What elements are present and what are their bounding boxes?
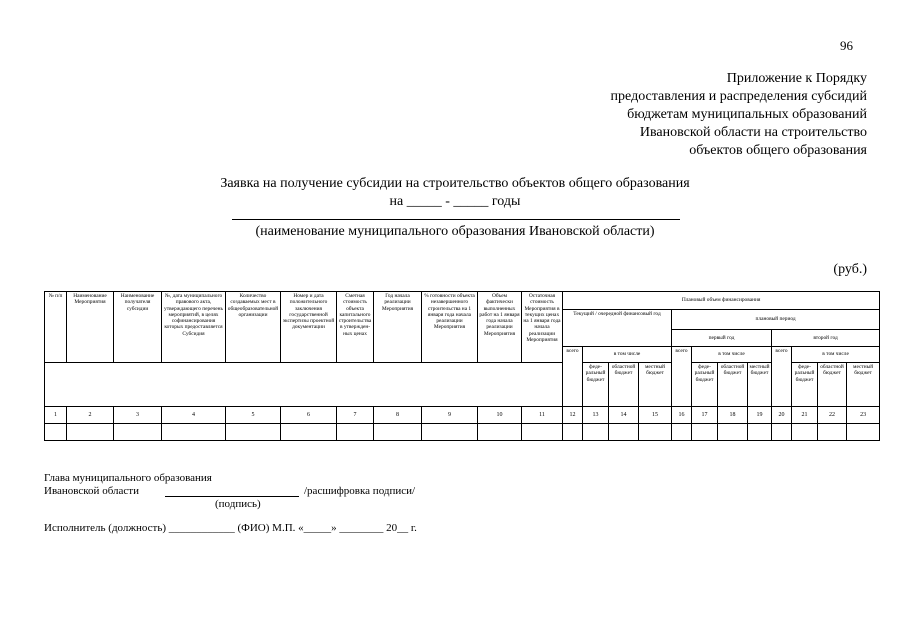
table-cell[interactable] <box>337 424 374 441</box>
total-header: всего <box>672 347 692 407</box>
table-cell[interactable] <box>609 424 639 441</box>
federal-budget-header: федеральный бюджет <box>792 363 818 407</box>
header-cell: Сметная стоимость объекта капитального строительства в утвержденных ценах <box>337 292 374 363</box>
first-year-header: первый год <box>672 330 772 347</box>
header-cell: Наименование получателя субсидии <box>114 292 162 363</box>
sign-caption: (подпись) <box>215 498 261 510</box>
table-cell[interactable] <box>639 424 672 441</box>
table-row <box>45 424 880 441</box>
column-number: 16 <box>672 407 692 424</box>
appendix-line: Ивановской области на строительство <box>639 125 867 140</box>
column-number: 22 <box>818 407 847 424</box>
table-cell[interactable] <box>818 424 847 441</box>
municipality-caption: (наименование муниципального образования Ивановской области) <box>255 224 655 239</box>
header-cell: % готовности объекта незавершенного строительства на 1 января года начала реализации Мероприятия <box>422 292 478 363</box>
regional-budget-header: областной бюджет <box>718 363 748 407</box>
table-cell[interactable] <box>563 424 583 441</box>
header-cell: Номер и дата положительного заключения государственной экспертизы проектной документации <box>281 292 337 363</box>
header-cell: Количество создаваемых мест в общеобразовательной организации <box>226 292 281 363</box>
column-number: 14 <box>609 407 639 424</box>
appendix-line: объектов общего образования <box>689 143 867 158</box>
column-number: 3 <box>114 407 162 424</box>
column-number: 13 <box>583 407 609 424</box>
header-cell: Год начала реализации Мероприятия <box>374 292 422 363</box>
subsidy-request-table <box>44 291 880 441</box>
current-year-header: Текущий / очередной финансовый год <box>563 310 672 347</box>
title-line: Заявка на получение субсидии на строительство объектов общего образования <box>220 176 690 191</box>
funding-header: Плановый объем финансирования <box>563 292 880 310</box>
signature-line <box>165 496 299 497</box>
incl-header: в том числе <box>583 347 672 363</box>
table-cell[interactable] <box>847 424 880 441</box>
column-number: 20 <box>772 407 792 424</box>
table-cell[interactable] <box>692 424 718 441</box>
currency-note: (руб.) <box>833 262 867 277</box>
table-cell[interactable] <box>792 424 818 441</box>
table-cell[interactable] <box>583 424 609 441</box>
column-number: 19 <box>748 407 772 424</box>
column-number: 10 <box>478 407 522 424</box>
municipality-underline <box>232 219 680 220</box>
table-cell[interactable] <box>422 424 478 441</box>
table-cell[interactable] <box>672 424 692 441</box>
table-cell[interactable] <box>162 424 226 441</box>
total-header: всего <box>772 347 792 407</box>
page-number: 96 <box>840 38 853 53</box>
local-budget-header: местный бюджет <box>748 363 772 407</box>
column-number: 8 <box>374 407 422 424</box>
decode-caption: /расшифровка подписи/ <box>304 485 416 497</box>
column-number: 4 <box>162 407 226 424</box>
column-number: 18 <box>718 407 748 424</box>
table-cell[interactable] <box>374 424 422 441</box>
executor-line: Исполнитель (должность) ____________ (ФИО) М.П. «_____» ________ 20__ г. <box>44 522 417 534</box>
column-number: 6 <box>281 407 337 424</box>
column-number: 12 <box>563 407 583 424</box>
column-number: 11 <box>522 407 563 424</box>
table-cell[interactable] <box>748 424 772 441</box>
table-cell[interactable] <box>281 424 337 441</box>
header-cell: Наименование Мероприятия <box>67 292 114 363</box>
table-cell[interactable] <box>114 424 162 441</box>
header-spacer <box>45 363 563 407</box>
column-number: 21 <box>792 407 818 424</box>
incl-header: в том числе <box>692 347 772 363</box>
header-cell: № п/п <box>45 292 67 363</box>
appendix-line: Приложение к Порядку <box>726 71 867 86</box>
head-region-line: Ивановской области <box>44 485 139 497</box>
regional-budget-header: областной бюджет <box>818 363 847 407</box>
appendix-block <box>507 70 867 160</box>
column-number: 1 <box>45 407 67 424</box>
header-cell: Объем фактически выполненных работ на 1 января года начала реализации Мероприятия <box>478 292 522 363</box>
total-header: всего <box>563 347 583 407</box>
incl-header: в том числе <box>792 347 880 363</box>
table-cell[interactable] <box>478 424 522 441</box>
table-cell[interactable] <box>226 424 281 441</box>
table-cell[interactable] <box>522 424 563 441</box>
second-year-header: второй год <box>772 330 880 347</box>
column-number: 5 <box>226 407 281 424</box>
table-cell[interactable] <box>718 424 748 441</box>
title-years-line: на _____ - _____ годы <box>389 194 521 209</box>
local-budget-header: местный бюджет <box>847 363 880 407</box>
planning-period-header: плановый период <box>672 310 880 330</box>
column-number: 2 <box>67 407 114 424</box>
table-cell[interactable] <box>45 424 67 441</box>
table-cell[interactable] <box>772 424 792 441</box>
federal-budget-header: федеральный бюджет <box>583 363 609 407</box>
header-cell: №, дата муниципального правового акта, утверждающего перечень мероприятий, в целях софинансирования которых предоставляется Субсидия <box>162 292 226 363</box>
regional-budget-header: областной бюджет <box>609 363 639 407</box>
appendix-line: предоставления и распределения субсидий <box>610 89 867 104</box>
column-number: 7 <box>337 407 374 424</box>
local-budget-header: местный бюджет <box>639 363 672 407</box>
column-number: 23 <box>847 407 880 424</box>
column-number-row <box>45 407 880 424</box>
column-number: 17 <box>692 407 718 424</box>
document-title <box>160 175 750 211</box>
table-cell[interactable] <box>67 424 114 441</box>
appendix-line: бюджетам муниципальных образований <box>627 107 867 122</box>
column-number: 15 <box>639 407 672 424</box>
column-number: 9 <box>422 407 478 424</box>
head-title-line: Глава муниципального образования <box>44 472 212 484</box>
header-cell: Остаточная стоимость Мероприятия в текущих ценах на 1 января года начала реализации Мероприятия <box>522 292 563 363</box>
federal-budget-header: федеральный бюджет <box>692 363 718 407</box>
